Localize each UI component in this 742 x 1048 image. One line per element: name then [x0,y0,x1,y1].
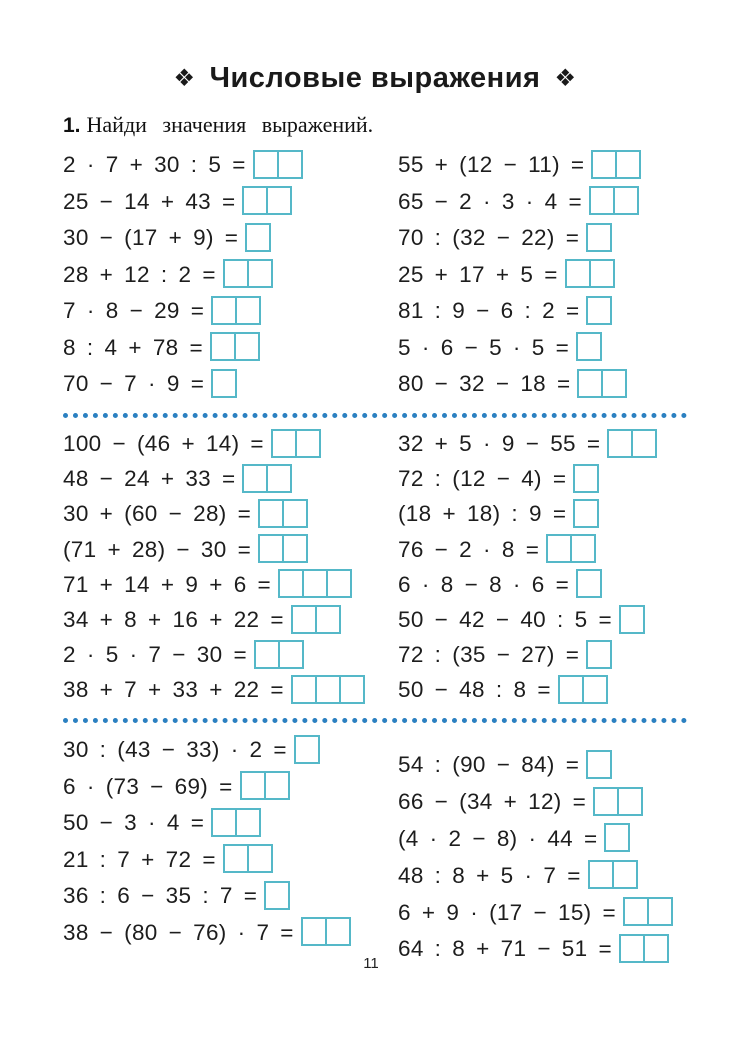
expression-text: 71 + 14 + 9 + 6 = [63,571,271,597]
expression-row [398,638,687,673]
answer-box[interactable] [295,429,321,458]
answer-boxes [240,771,290,800]
answer-box[interactable] [264,881,290,910]
expression-text: 25 − 14 + 43 = [63,188,236,214]
answer-box[interactable] [245,223,271,252]
answer-box[interactable] [264,771,290,800]
answer-box[interactable] [301,917,327,946]
answer-boxes [258,534,308,563]
answer-boxes [271,429,321,458]
expression-row [398,220,687,257]
expression-text: 5 · 6 − 5 · 5 = [398,334,570,360]
answer-box[interactable] [619,605,645,634]
answer-box[interactable] [247,844,273,873]
answer-box[interactable] [607,429,633,458]
answer-boxes [223,844,273,873]
answer-box[interactable] [612,860,638,889]
answer-box[interactable] [235,296,261,325]
block-3-left-column [63,732,398,968]
expression-text: (4 · 2 − 8) · 44 = [398,825,598,851]
expression-text: 80 − 32 − 18 = [398,371,571,397]
answer-box[interactable] [291,605,317,634]
answer-boxes [573,464,599,493]
answer-boxes [586,750,612,779]
expression-row [63,769,398,806]
expression-text: 50 − 42 − 40 : 5 = [398,607,612,633]
answer-boxes [576,569,602,598]
page-title [63,62,687,95]
answer-box[interactable] [235,808,261,837]
answer-box[interactable] [576,569,602,598]
answer-boxes [565,259,615,288]
answer-boxes [591,150,641,179]
expression-text: 8 : 4 + 78 = [63,334,203,360]
expression-text: 6 + 9 · (17 − 15) = [398,899,616,925]
expression-row [398,821,687,858]
page-number: 11 [363,955,379,972]
diamond-ornament-icon: ❖ [173,65,196,92]
expression-text: 54 : (90 − 84) = [398,752,580,778]
answer-boxes [593,787,643,816]
expression-text: 48 − 24 + 33 = [63,466,236,492]
answer-boxes [242,464,292,493]
dotted-divider [63,413,687,418]
expression-row [398,673,687,708]
answer-boxes [586,296,612,325]
expression-text: 50 − 48 : 8 = [398,677,551,703]
expression-row [398,427,687,462]
expression-row [63,293,398,330]
answer-box[interactable] [565,259,591,288]
answer-boxes [573,499,599,528]
answer-box[interactable] [601,369,627,398]
answer-box[interactable] [588,860,614,889]
answer-box[interactable] [282,534,308,563]
answer-box[interactable] [315,605,341,634]
expression-text: 100 − (46 + 14) = [63,431,264,457]
answer-box[interactable] [253,150,279,179]
expression-row [63,257,398,294]
expression-row [63,532,398,567]
expression-row [398,257,687,294]
answer-boxes [577,369,627,398]
expression-text: 55 + (12 − 11) = [398,152,585,178]
answer-box[interactable] [586,296,612,325]
answer-boxes [604,823,630,852]
expression-text: (18 + 18) : 9 = [398,501,567,527]
answer-box[interactable] [258,499,284,528]
expression-row [63,638,398,673]
answer-boxes [301,917,351,946]
expression-block-2 [63,427,687,709]
answer-boxes [245,223,271,252]
answer-box[interactable] [278,569,304,598]
answer-box[interactable] [613,186,639,215]
answer-box[interactable] [211,296,237,325]
expression-row [398,567,687,602]
expression-text: 70 : (32 − 22) = [398,225,580,251]
expression-text: 34 + 8 + 16 + 22 = [63,607,284,633]
answer-box[interactable] [266,464,292,493]
expression-text: 72 : (35 − 27) = [398,642,580,668]
answer-box[interactable] [315,675,341,704]
block-1-left-column [63,147,398,403]
answer-boxes [253,150,303,179]
expression-text: 48 : 8 + 5 · 7 = [398,862,581,888]
exercise-instruction-text: Найди значения выражений. [86,112,374,137]
block-2-left-column [63,427,398,709]
expression-row [63,184,398,221]
answer-box[interactable] [573,464,599,493]
answer-box[interactable] [266,186,292,215]
expression-text: 2 · 7 + 30 : 5 = [63,152,246,178]
expression-row [63,147,398,184]
block-2-right-column [398,427,687,709]
page-title-text: Числовые выражения [209,62,541,94]
answer-boxes [623,897,673,926]
answer-box[interactable] [576,332,602,361]
expression-text: 6 · 8 − 8 · 6 = [398,571,570,597]
expression-row [398,857,687,894]
answer-boxes [242,186,292,215]
expression-text: 28 + 12 : 2 = [63,261,216,287]
expression-row [398,366,687,403]
expression-text: 25 + 17 + 5 = [398,261,558,287]
answer-box[interactable] [277,150,303,179]
answer-boxes [607,429,657,458]
answer-box[interactable] [242,464,268,493]
exercise-number: 1. [63,114,81,137]
expression-row [63,497,398,532]
expression-text: 32 + 5 · 9 − 55 = [398,431,601,457]
answer-boxes [278,569,352,598]
expression-row [63,878,398,915]
expression-row [398,747,687,784]
answer-boxes [211,808,261,837]
expression-text: 76 − 2 · 8 = [398,536,540,562]
answer-boxes [211,296,261,325]
answer-box[interactable] [546,534,572,563]
answer-boxes [211,369,237,398]
answer-boxes [294,735,320,764]
answer-box[interactable] [623,897,649,926]
answer-boxes [619,605,645,634]
answer-box[interactable] [586,750,612,779]
answer-box[interactable] [210,332,236,361]
expression-text: 30 : (43 − 33) · 2 = [63,737,287,763]
expression-row [63,366,398,403]
block-1-right-column [398,147,687,403]
expression-row [63,842,398,879]
expression-text: 30 + (60 − 28) = [63,501,252,527]
expression-row [63,602,398,637]
answer-box[interactable] [254,640,280,669]
answer-boxes [210,332,260,361]
answer-box[interactable] [604,823,630,852]
expression-row [398,462,687,497]
answer-box[interactable] [339,675,365,704]
answer-box[interactable] [282,499,308,528]
expression-row [63,427,398,462]
expression-text: 38 − (80 − 76) · 7 = [63,919,294,945]
answer-box[interactable] [223,844,249,873]
expression-text: 72 : (12 − 4) = [398,466,567,492]
answer-box[interactable] [615,150,641,179]
exercise-instruction [63,112,687,138]
answer-box[interactable] [573,499,599,528]
answer-box[interactable] [211,369,237,398]
answer-box[interactable] [586,640,612,669]
expression-row [63,220,398,257]
expression-row [398,184,687,221]
expression-row [63,462,398,497]
expression-row [398,293,687,330]
answer-box[interactable] [631,429,657,458]
answer-box[interactable] [589,186,615,215]
answer-box[interactable] [589,259,615,288]
expression-text: 50 − 3 · 4 = [63,810,205,836]
answer-box[interactable] [570,534,596,563]
dotted-divider [63,718,687,723]
expression-row [63,915,398,952]
expression-text: 66 − (34 + 12) = [398,789,587,815]
answer-box[interactable] [577,369,603,398]
answer-box[interactable] [582,675,608,704]
answer-box[interactable] [223,259,249,288]
expression-text: 81 : 9 − 6 : 2 = [398,298,580,324]
expression-text: 6 · (73 − 69) = [63,773,233,799]
answer-box[interactable] [302,569,328,598]
answer-boxes [291,605,341,634]
answer-boxes [576,332,602,361]
expression-text: 21 : 7 + 72 = [63,846,216,872]
expression-text: 7 · 8 − 29 = [63,298,205,324]
answer-boxes [588,860,638,889]
answer-boxes [586,223,612,252]
answer-boxes [264,881,290,910]
expression-text: 64 : 8 + 71 − 51 = [398,936,612,962]
expression-row [398,330,687,367]
expression-row [398,147,687,184]
expression-text: 38 + 7 + 33 + 22 = [63,677,284,703]
expression-row [398,497,687,532]
expression-row [63,330,398,367]
answer-box[interactable] [247,259,273,288]
answer-box[interactable] [211,808,237,837]
answer-box[interactable] [291,675,317,704]
answer-box[interactable] [325,917,351,946]
expression-text: 70 − 7 · 9 = [63,371,205,397]
answer-box[interactable] [326,569,352,598]
answer-box[interactable] [258,534,284,563]
expression-block-1 [63,147,687,403]
answer-boxes [223,259,273,288]
answer-boxes [291,675,365,704]
expression-block-3 [63,732,687,968]
expression-row [398,784,687,821]
answer-box[interactable] [240,771,266,800]
answer-boxes [254,640,304,669]
answer-box[interactable] [294,735,320,764]
expression-row [398,602,687,637]
answer-boxes [258,499,308,528]
diamond-ornament-icon: ❖ [554,65,577,92]
expression-text: 30 − (17 + 9) = [63,225,239,251]
answer-box[interactable] [617,787,643,816]
expression-text: 36 : 6 − 35 : 7 = [63,883,258,909]
answer-box[interactable] [586,223,612,252]
answer-box[interactable] [591,150,617,179]
expression-row [63,732,398,769]
answer-box[interactable] [593,787,619,816]
answer-box[interactable] [271,429,297,458]
expression-row [63,673,398,708]
expression-row [63,567,398,602]
answer-box[interactable] [242,186,268,215]
answer-box[interactable] [278,640,304,669]
answer-box[interactable] [558,675,584,704]
expression-text: 2 · 5 · 7 − 30 = [63,642,247,668]
expression-row [63,805,398,842]
expression-text: 65 − 2 · 3 · 4 = [398,188,582,214]
answer-boxes [589,186,639,215]
expression-row [398,532,687,567]
block-3-right-column [398,732,687,968]
answer-boxes [546,534,596,563]
answer-box[interactable] [234,332,260,361]
expression-row [398,894,687,931]
answer-box[interactable] [647,897,673,926]
answer-boxes [558,675,608,704]
answer-boxes [586,640,612,669]
expression-text: (71 + 28) − 30 = [63,536,252,562]
